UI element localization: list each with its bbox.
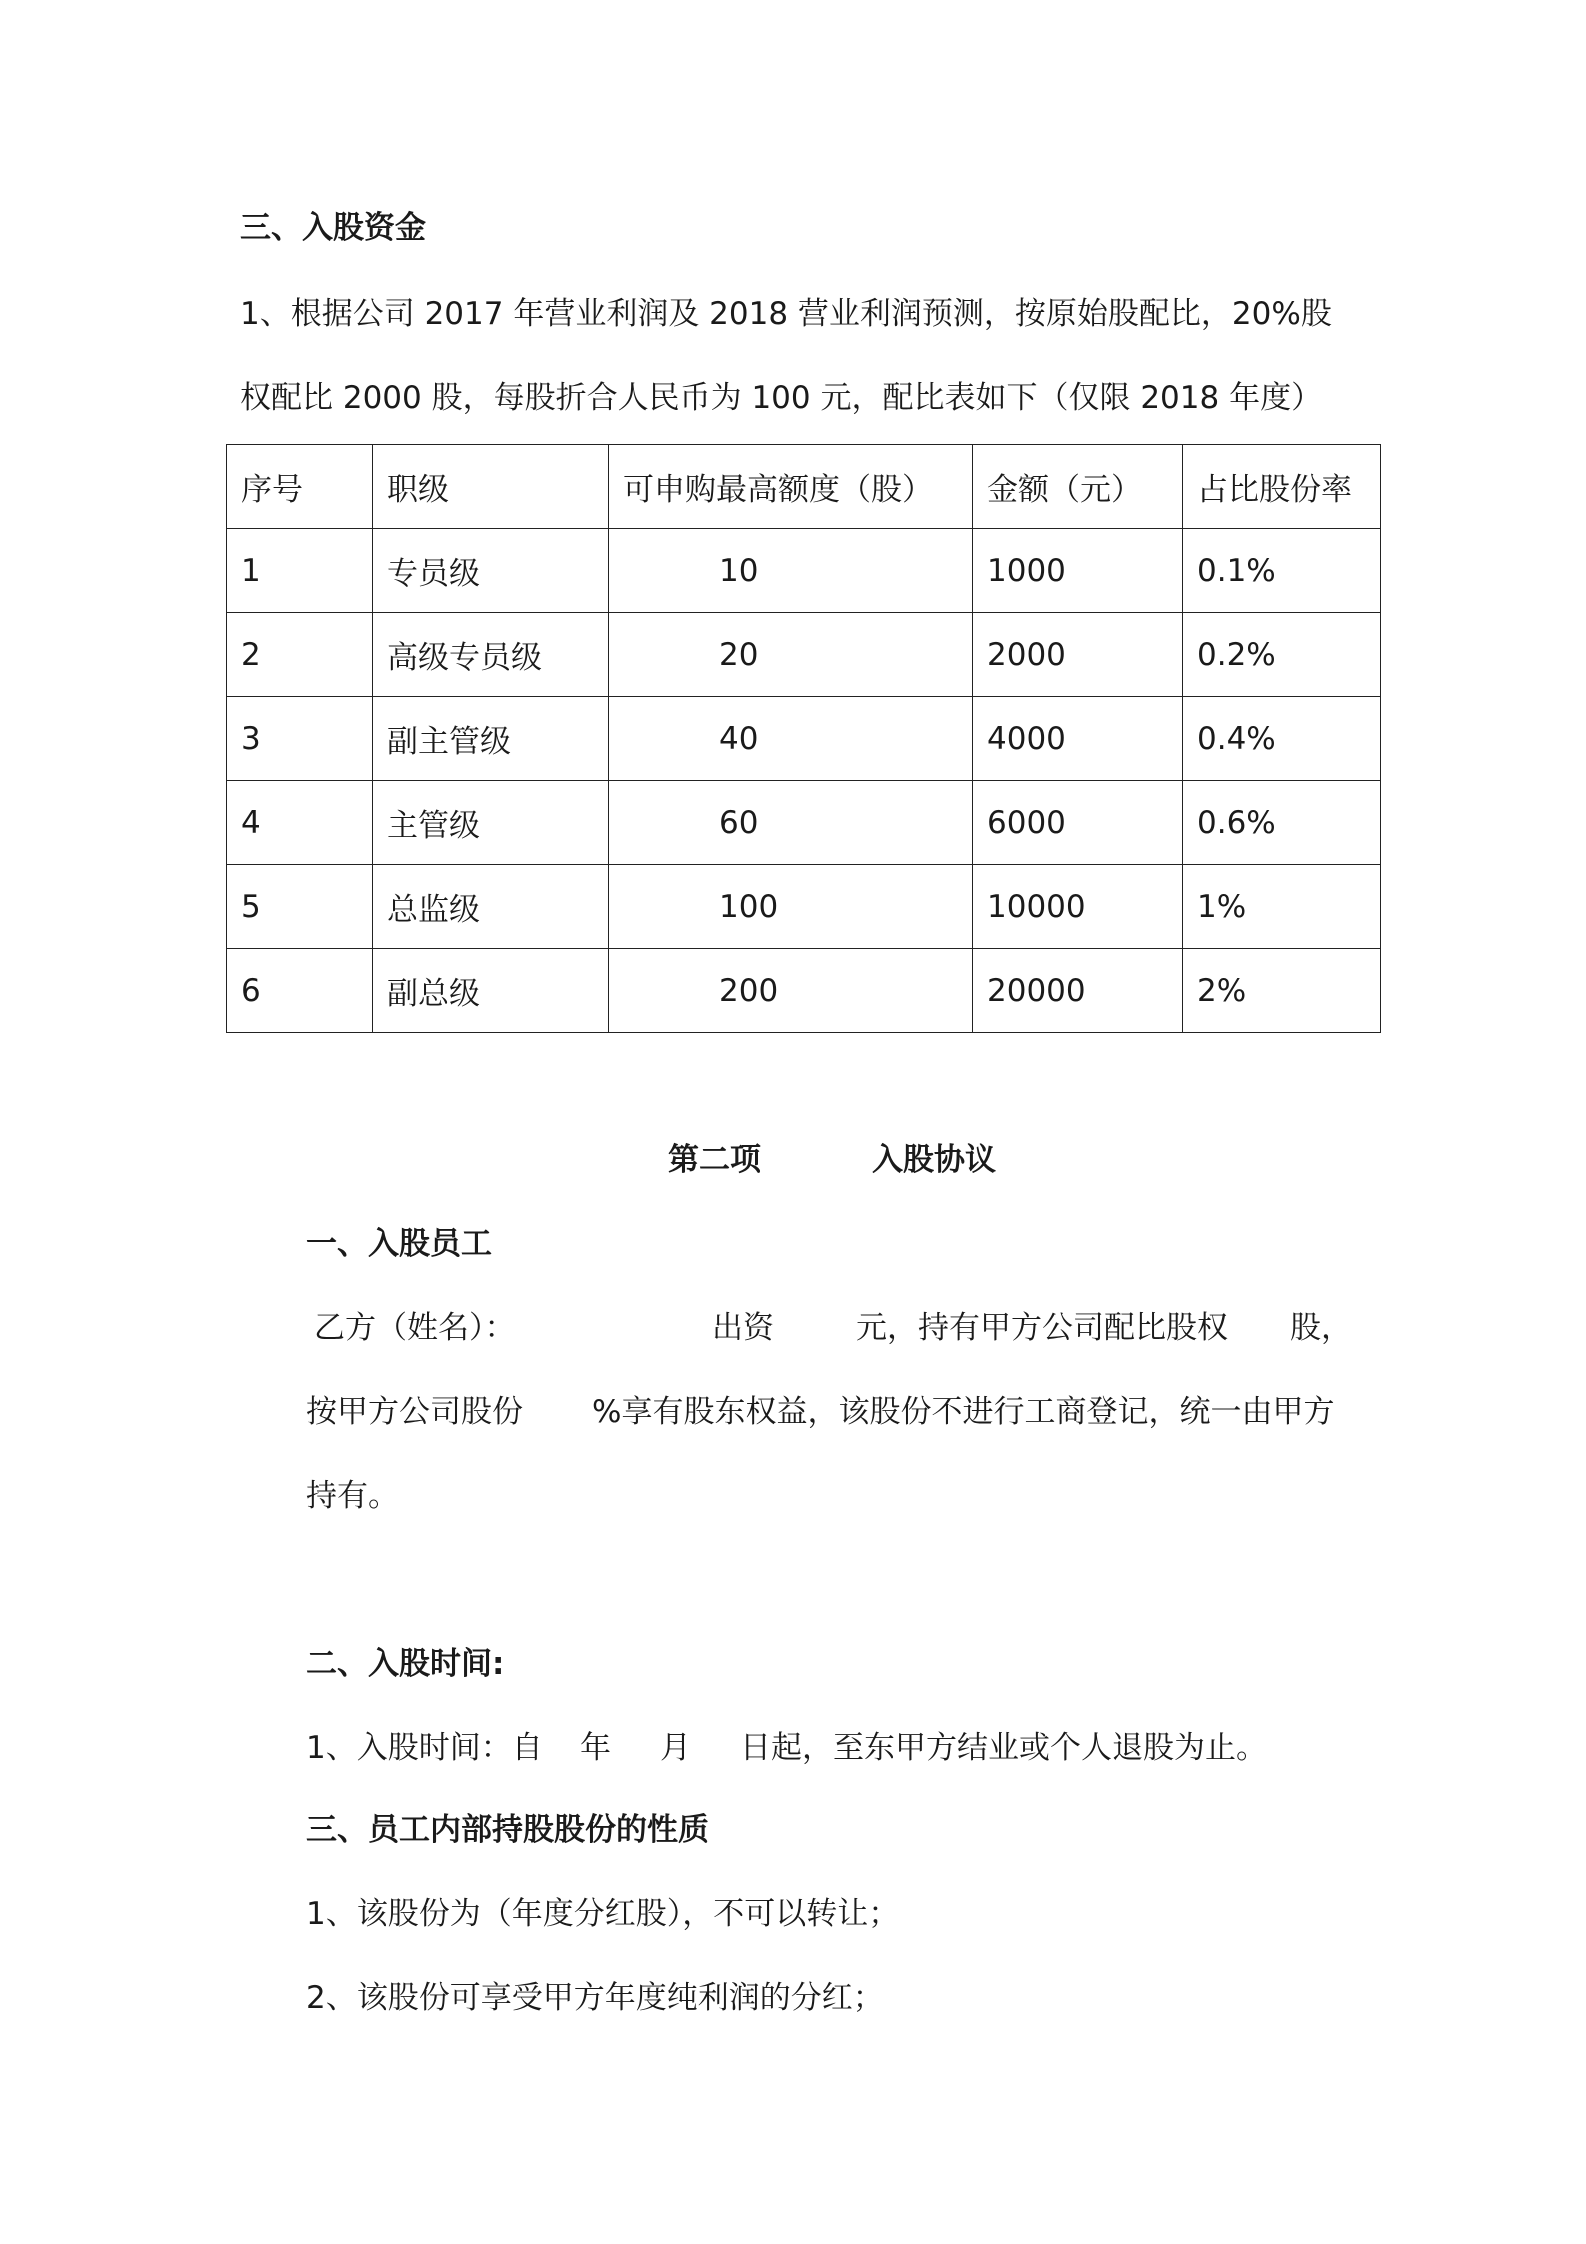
time-day-text: 日起，至东甲方结业或个人退股为止。 — [740, 1730, 1267, 1766]
table-row — [227, 613, 1381, 697]
cell-amount: 1000 — [973, 529, 1183, 613]
cell-index: 6 — [227, 949, 373, 1033]
cell-level: 副主管级 — [373, 697, 609, 781]
cell-index: 3 — [227, 697, 373, 781]
cell-amount: 6000 — [973, 781, 1183, 865]
cell-max-shares: 200 — [609, 949, 973, 1033]
cell-ratio: 2% — [1183, 949, 1381, 1033]
header-cell-level: 职级 — [373, 445, 609, 529]
cell-max-shares: 100 — [609, 865, 973, 949]
cell-level: 副总级 — [373, 949, 609, 1033]
part2-heading-number: 第二项 — [668, 1142, 761, 1178]
cell-level: 主管级 — [373, 781, 609, 865]
nature-section-title: 三、员工内部持股股份的性质 — [306, 1812, 709, 1848]
table-row — [227, 529, 1381, 613]
cell-max-shares: 20 — [609, 613, 973, 697]
header-cell-ratio: 占比股份率 — [1183, 445, 1381, 529]
nature-item-1: 1、该股份为（年度分红股），不可以转让； — [306, 1896, 900, 1932]
allocation-table — [226, 444, 1381, 1033]
section-title-funds: 三、入股资金 — [240, 210, 426, 246]
cell-ratio: 1% — [1183, 865, 1381, 949]
time-month-label: 月 — [660, 1730, 691, 1766]
header-cell-max-shares: 可申购最高额度（股） — [609, 445, 973, 529]
header-cell-amount: 金额（元） — [973, 445, 1183, 529]
time-section-title: 二、入股时间: — [306, 1646, 505, 1682]
cell-max-shares: 10 — [609, 529, 973, 613]
employee-shares-text: 元，持有甲方公司配比股权 — [856, 1310, 1228, 1346]
time-start-label: 1、入股时间：自 — [306, 1730, 543, 1766]
time-year-label: 年 — [580, 1730, 611, 1766]
cell-ratio: 0.4% — [1183, 697, 1381, 781]
table-row — [227, 949, 1381, 1033]
cell-ratio: 0.2% — [1183, 613, 1381, 697]
cell-index: 2 — [227, 613, 373, 697]
employee-name-label: 乙方（姓名）： — [314, 1310, 516, 1346]
cell-index: 1 — [227, 529, 373, 613]
cell-amount: 20000 — [973, 949, 1183, 1033]
cell-max-shares: 40 — [609, 697, 973, 781]
cell-level: 总监级 — [373, 865, 609, 949]
header-cell-index: 序号 — [227, 445, 373, 529]
cell-level: 专员级 — [373, 529, 609, 613]
employee-held-text: 持有。 — [306, 1478, 399, 1514]
employee-section-title: 一、入股员工 — [306, 1226, 492, 1262]
cell-ratio: 0.6% — [1183, 781, 1381, 865]
table-row — [227, 865, 1381, 949]
cell-index: 5 — [227, 865, 373, 949]
employee-ratio-label: 按甲方公司股份 — [306, 1394, 523, 1430]
cell-ratio: 0.1% — [1183, 529, 1381, 613]
table-header-row — [227, 445, 1381, 529]
cell-index: 4 — [227, 781, 373, 865]
employee-invest-label: 出资 — [712, 1310, 774, 1346]
funds-paragraph-line2: 权配比 2000 股，每股折合人民币为 100 元，配比表如下（仅限 2018 年度） — [240, 380, 1323, 416]
funds-paragraph-line1: 1、根据公司 2017 年营业利润及 2018 营业利润预测，按原始股配比，20%股 — [240, 296, 1332, 332]
nature-item-2: 2、该股份可享受甲方年度纯利润的分红； — [306, 1980, 884, 2016]
cell-level: 高级专员级 — [373, 613, 609, 697]
table-row — [227, 781, 1381, 865]
cell-amount: 2000 — [973, 613, 1183, 697]
cell-amount: 10000 — [973, 865, 1183, 949]
cell-max-shares: 60 — [609, 781, 973, 865]
employee-shares-unit: 股， — [1290, 1310, 1352, 1346]
part2-heading-title: 入股协议 — [872, 1142, 996, 1178]
cell-amount: 4000 — [973, 697, 1183, 781]
employee-ratio-text: %享有股东权益，该股份不进行工商登记，统一由甲方 — [592, 1394, 1335, 1430]
table-row — [227, 697, 1381, 781]
